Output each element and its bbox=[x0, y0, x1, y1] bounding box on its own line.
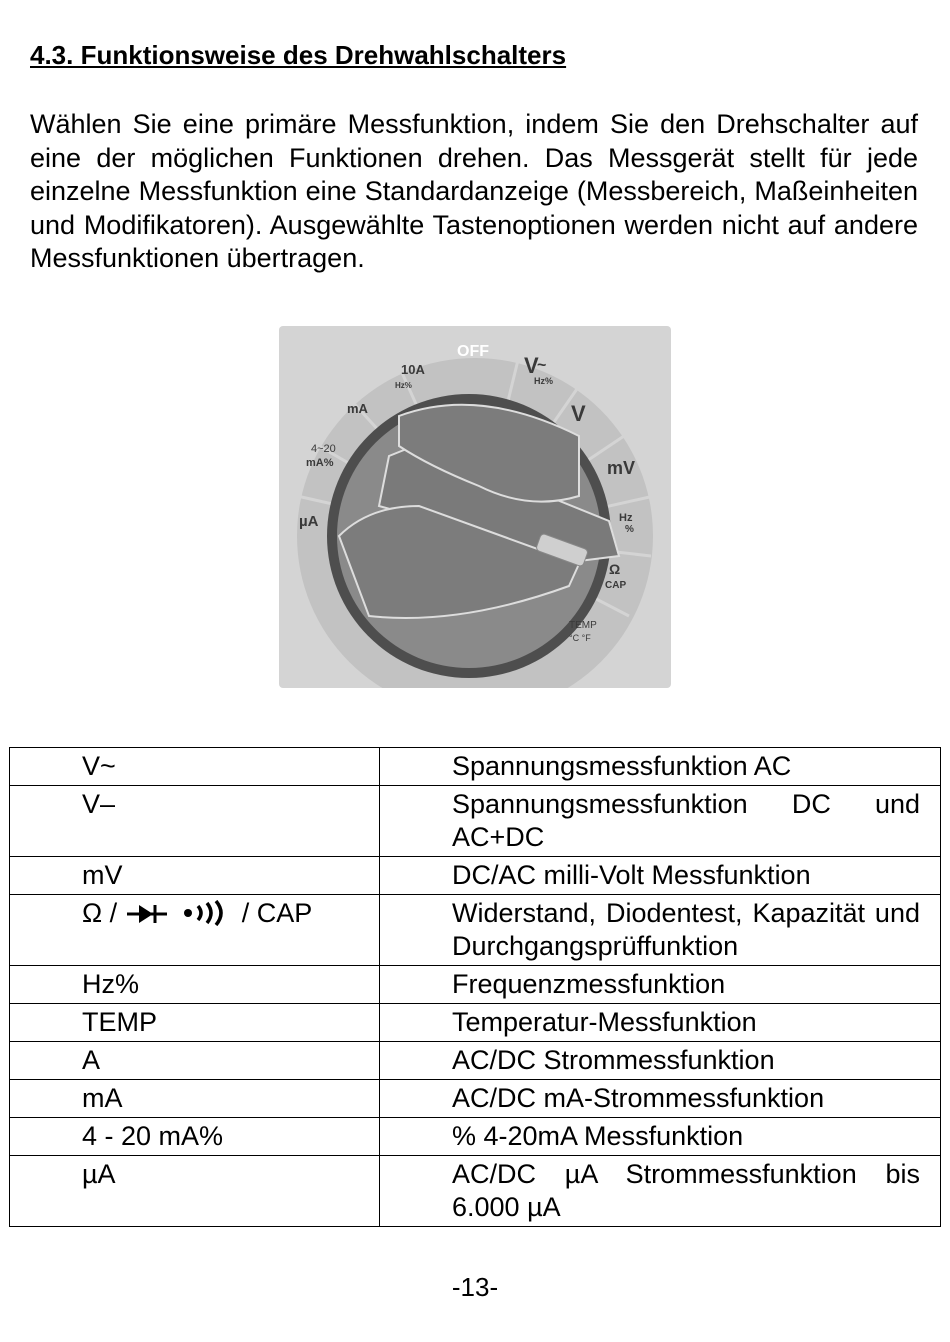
diode-icon bbox=[125, 902, 169, 926]
dial-temp-units-label: °C °F bbox=[569, 633, 591, 643]
description-cell: Temperatur-Messfunktion bbox=[380, 1004, 941, 1042]
dial-ua-label: µA bbox=[299, 513, 319, 530]
symbol-cell: µA bbox=[10, 1156, 380, 1227]
dial-hz-pct-label: % bbox=[625, 524, 634, 535]
table-row bbox=[10, 1080, 941, 1118]
table-row bbox=[10, 786, 941, 857]
table-row bbox=[10, 1118, 941, 1156]
page-number: -13- bbox=[451, 1272, 499, 1302]
description-cell: Spannungsmessfunktion AC bbox=[380, 748, 941, 786]
dial-420-unit-label: mA% bbox=[306, 457, 334, 469]
dial-mv-label: mV bbox=[607, 458, 636, 478]
dial-ma-label: mA bbox=[347, 401, 368, 416]
description-cell: Widerstand, Diodentest, Kapazität und Durchgangsprüffunktion bbox=[380, 895, 941, 966]
table-row bbox=[10, 857, 941, 895]
symbol-cell: TEMP bbox=[10, 1004, 380, 1042]
table-row bbox=[10, 895, 941, 966]
dial-ac-tilde-icon: ~ bbox=[537, 357, 547, 374]
description-cell: AC/DC mA-Strommessfunktion bbox=[380, 1080, 941, 1118]
table-row bbox=[10, 1156, 941, 1227]
dial-10a-sub-label: Hz% bbox=[395, 381, 412, 390]
symbol-cell bbox=[10, 895, 380, 966]
description-cell: AC/DC µA Strommessfunktion bis 6.000 µA bbox=[380, 1156, 941, 1227]
dial-v-ac-label: V bbox=[524, 353, 539, 378]
table-row bbox=[10, 966, 941, 1004]
intro-paragraph: Wählen Sie eine primäre Messfunktion, indem Sie den Drehschalter auf eine der möglichen Funktionen drehen. Das Messgerät stellt für jede einzelne Messfunktion eine Standardanzeige (Messbereich, Maßeinheiten und Modifikatoren). Ausgewählte Tastenoptionen werden nicht auf andere Messfunktionen übertragen. bbox=[30, 109, 918, 274]
ohm-symbol: Ω / bbox=[82, 898, 118, 928]
function-table bbox=[9, 747, 941, 1227]
dial-420-label: 4~20 bbox=[311, 443, 336, 455]
rotary-switch-illustration bbox=[279, 326, 671, 688]
description-cell: AC/DC Strommessfunktion bbox=[380, 1042, 941, 1080]
table-row bbox=[10, 748, 941, 786]
description-cell: DC/AC milli-Volt Messfunktion bbox=[380, 857, 941, 895]
symbol-cell: mV bbox=[10, 857, 380, 895]
cap-symbol: / CAP bbox=[241, 898, 313, 928]
symbol-cell: mA bbox=[10, 1080, 380, 1118]
symbol-cell: V– bbox=[10, 786, 380, 857]
symbol-cell: Hz% bbox=[10, 966, 380, 1004]
rotary-switch-figure bbox=[279, 326, 671, 688]
symbol-cell: V~ bbox=[10, 748, 380, 786]
dial-v-dc-label: V bbox=[571, 401, 586, 426]
description-cell: Spannungsmessfunktion DC und AC+DC bbox=[380, 786, 941, 857]
dial-hz-label: Hz bbox=[619, 512, 633, 524]
table-row bbox=[10, 1042, 941, 1080]
dial-cap-label: CAP bbox=[605, 580, 627, 591]
symbol-cell: 4 - 20 mA% bbox=[10, 1118, 380, 1156]
dial-off-label: OFF bbox=[457, 343, 489, 360]
dial-ohm-label: Ω bbox=[609, 561, 621, 577]
description-cell: Frequenzmessfunktion bbox=[380, 966, 941, 1004]
section-heading: 4.3. Funktionsweise des Drehwahlschalters bbox=[30, 40, 567, 70]
dial-10a-label: 10A bbox=[401, 362, 425, 377]
table-row bbox=[10, 1004, 941, 1042]
description-cell: % 4-20mA Messfunktion bbox=[380, 1118, 941, 1156]
continuity-sound-icon bbox=[176, 900, 234, 926]
dial-v-ac-sub-label: Hz% bbox=[534, 376, 554, 386]
symbol-cell: A bbox=[10, 1042, 380, 1080]
dial-temp-label: TEMP bbox=[569, 620, 597, 631]
